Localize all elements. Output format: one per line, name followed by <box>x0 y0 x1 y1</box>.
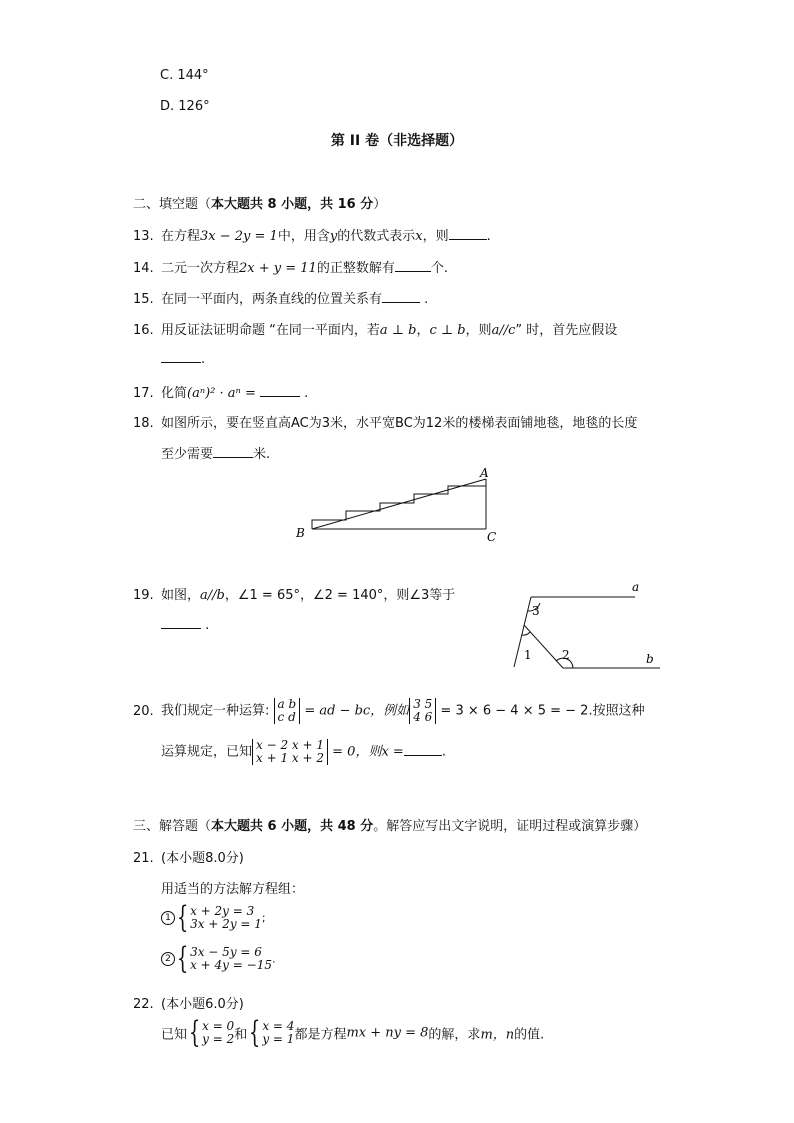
option-d: D. 126° <box>160 99 210 114</box>
label-angle-1: 1 <box>524 648 532 662</box>
left-brace: { <box>249 1015 261 1050</box>
question-14 <box>133 257 448 276</box>
solution-pair-1 <box>202 1020 234 1046</box>
q18-text: 如图所示，要在竖直高AC为3米，水平宽BC为12米的楼梯表面铺地毯，地毯的长度 <box>161 416 638 431</box>
system-end: ; <box>261 911 266 925</box>
q15-text: 在同一平面内，两条直线的位置关系有 <box>161 292 383 307</box>
q15-end: . <box>420 292 429 307</box>
question-15 <box>133 288 428 307</box>
q19-text2: ，∠1 = 65°，∠2 = 140°，则∠3等于 <box>224 588 456 603</box>
option-c: C. 144° <box>160 68 209 83</box>
q14-text: 二元一次方程 <box>161 261 240 276</box>
solve-header-suffix: 。解答应写出文字说明，证明过程或演算步骤） <box>373 819 647 834</box>
system-end: . <box>271 952 276 966</box>
q13-equation: 3x − 2y = 1 <box>200 229 278 244</box>
hypotenuse-ab <box>312 479 486 529</box>
answer-blank[interactable] <box>213 445 253 458</box>
equation-line: 3x + 2y = 1 <box>190 917 262 931</box>
q22-end: 的值. <box>514 1027 545 1043</box>
q22-text2: 和 <box>234 1027 248 1043</box>
q20-text: 我们规定一种运算: <box>161 703 270 719</box>
q22-score: (本小题6.0分) <box>161 997 244 1012</box>
label-a: a <box>632 580 640 594</box>
q21-instruction: 用适当的方法解方程组： <box>161 882 305 897</box>
solve-header-bold: 本大题共 6 小题，共 48 分 <box>211 819 374 834</box>
q13-end: . <box>486 229 491 244</box>
q19-math: a//b <box>200 588 225 603</box>
label-a: A <box>480 466 489 480</box>
det-row: x + 1 x + 2 <box>256 751 325 765</box>
question-18-line2 <box>161 443 270 462</box>
det-row: c d <box>277 710 296 724</box>
q13-var-y: y <box>329 229 338 244</box>
equation-line: x = 0 <box>202 1019 235 1033</box>
det-row: x − 2 x + 1 <box>256 738 325 752</box>
answer-blank[interactable] <box>161 616 201 629</box>
q16-math1: a ⊥ b <box>379 323 417 338</box>
q19-end: . <box>201 618 210 633</box>
question-number: 21. <box>133 851 154 866</box>
q18-text2: 至少需要 <box>161 447 214 462</box>
question-13 <box>133 225 491 244</box>
question-number: 20. <box>133 703 154 719</box>
q20-text2: 运算规定，已知 <box>161 744 253 760</box>
fill-header-suffix: ） <box>373 197 387 212</box>
equation-line: x + 2y = 3 <box>190 904 255 918</box>
q14-text2: 的正整数解有 <box>316 261 395 276</box>
q16-text4: ” 时，首先应假设 <box>515 323 618 338</box>
determinant-abcd <box>274 698 301 724</box>
answer-blank[interactable] <box>382 290 420 303</box>
q21-system-2 <box>161 941 276 976</box>
q14-end: 个. <box>430 261 448 276</box>
q20-example: = 3 × 6 − 4 × 5 = − 2.按照这种 <box>436 703 645 719</box>
equation-line: x = 4 <box>262 1019 295 1033</box>
fill-header-bold: 本大题共 8 小题，共 16 分 <box>211 197 374 212</box>
q17-end: . <box>299 386 309 401</box>
q18-end: 米. <box>253 447 271 462</box>
q22-equation: mx + ny = 8 <box>346 1025 429 1041</box>
question-22-body <box>161 1015 545 1050</box>
q13-text3: 的代数式表示 <box>337 229 416 244</box>
equation-line: 3x − 5y = 6 <box>190 945 262 959</box>
question-number: 18. <box>133 416 154 431</box>
det-row: a b <box>277 697 297 711</box>
question-number: 22. <box>133 997 154 1012</box>
question-22 <box>133 993 244 1012</box>
q21-score: (本小题8.0分) <box>161 851 244 866</box>
q21-system-1 <box>161 900 266 935</box>
label-c: C <box>487 530 497 544</box>
q20-end: . <box>441 744 446 760</box>
det-row: 4 6 <box>413 710 433 724</box>
question-19-line2 <box>161 616 209 633</box>
solve-header-prefix: 三、解答题（ <box>133 819 212 834</box>
equation-line: x + 4y = −15 <box>190 958 272 972</box>
angle-1-arc <box>522 632 530 635</box>
question-20 <box>133 698 645 724</box>
equation-system <box>190 905 262 931</box>
determinant-x <box>252 739 328 765</box>
q16-text2: ， <box>416 323 430 338</box>
q13-text: 在方程 <box>161 229 201 244</box>
q16-math2: c ⊥ b <box>429 323 466 338</box>
question-17 <box>133 382 308 401</box>
left-brace: { <box>176 941 189 976</box>
circled-number-1: 1 <box>161 911 175 925</box>
staircase-figure <box>290 465 510 545</box>
question-21 <box>133 847 244 866</box>
question-number: 19. <box>133 588 154 603</box>
question-number: 13. <box>133 229 154 244</box>
label-angle-3: 3 <box>532 604 540 618</box>
q20-equation: = 0，则x = <box>328 744 404 760</box>
question-number: 15. <box>133 292 154 307</box>
q13-var-x: x <box>415 229 423 244</box>
q16-end: . <box>201 352 206 367</box>
question-16 <box>133 319 617 338</box>
solve-header <box>133 815 646 834</box>
q19-text: 如图， <box>161 588 201 603</box>
left-brace: { <box>176 900 189 935</box>
answer-blank[interactable] <box>260 384 300 397</box>
question-19 <box>133 584 455 603</box>
circled-number-2: 2 <box>161 952 175 966</box>
equation-system <box>190 946 272 972</box>
answer-blank[interactable] <box>395 259 431 272</box>
q16-text3: ，则 <box>465 323 492 338</box>
q22-text: 已知 <box>161 1027 188 1043</box>
q14-equation: 2x + y = 11 <box>239 261 317 276</box>
label-b: b <box>646 652 654 666</box>
q16-math3: a//c <box>491 323 516 338</box>
answer-blank[interactable] <box>161 350 201 363</box>
equation-line: y = 2 <box>202 1032 235 1046</box>
q13-text2: 中，用含 <box>277 229 330 244</box>
q13-text4: ，则 <box>422 229 449 244</box>
label-angle-2: 2 <box>562 648 570 662</box>
q20-definition: = ad − bc，例如 <box>300 703 410 719</box>
fill-header-prefix: 二、填空题（ <box>133 197 212 212</box>
answer-blank[interactable] <box>404 743 442 756</box>
fill-in-header <box>133 193 386 212</box>
question-number: 16. <box>133 323 154 338</box>
equation-line: y = 1 <box>262 1032 295 1046</box>
q17-text: 化简 <box>161 386 188 401</box>
determinant-example <box>409 698 436 724</box>
q22-text4: 的解，求 <box>428 1027 481 1043</box>
q22-vars: m，n <box>480 1027 515 1043</box>
question-18 <box>133 412 637 431</box>
answer-blank[interactable] <box>449 227 487 240</box>
left-brace: { <box>188 1015 201 1050</box>
label-b: B <box>296 526 305 540</box>
q22-text3: 都是方程 <box>294 1027 347 1043</box>
parallel-lines-figure <box>500 575 670 675</box>
solution-pair-2 <box>262 1020 294 1046</box>
det-row: 3 5 <box>413 697 433 711</box>
q16-text: 用反证法证明命题 “在同一平面内，若 <box>161 323 380 338</box>
question-20-line2 <box>161 739 446 765</box>
question-number: 14. <box>133 261 154 276</box>
question-16-line2 <box>161 350 205 367</box>
q17-expression: (aⁿ)² · aⁿ = <box>187 386 256 401</box>
question-number: 17. <box>133 386 154 401</box>
section-title: 第 II 卷（非选择题） <box>330 133 464 149</box>
